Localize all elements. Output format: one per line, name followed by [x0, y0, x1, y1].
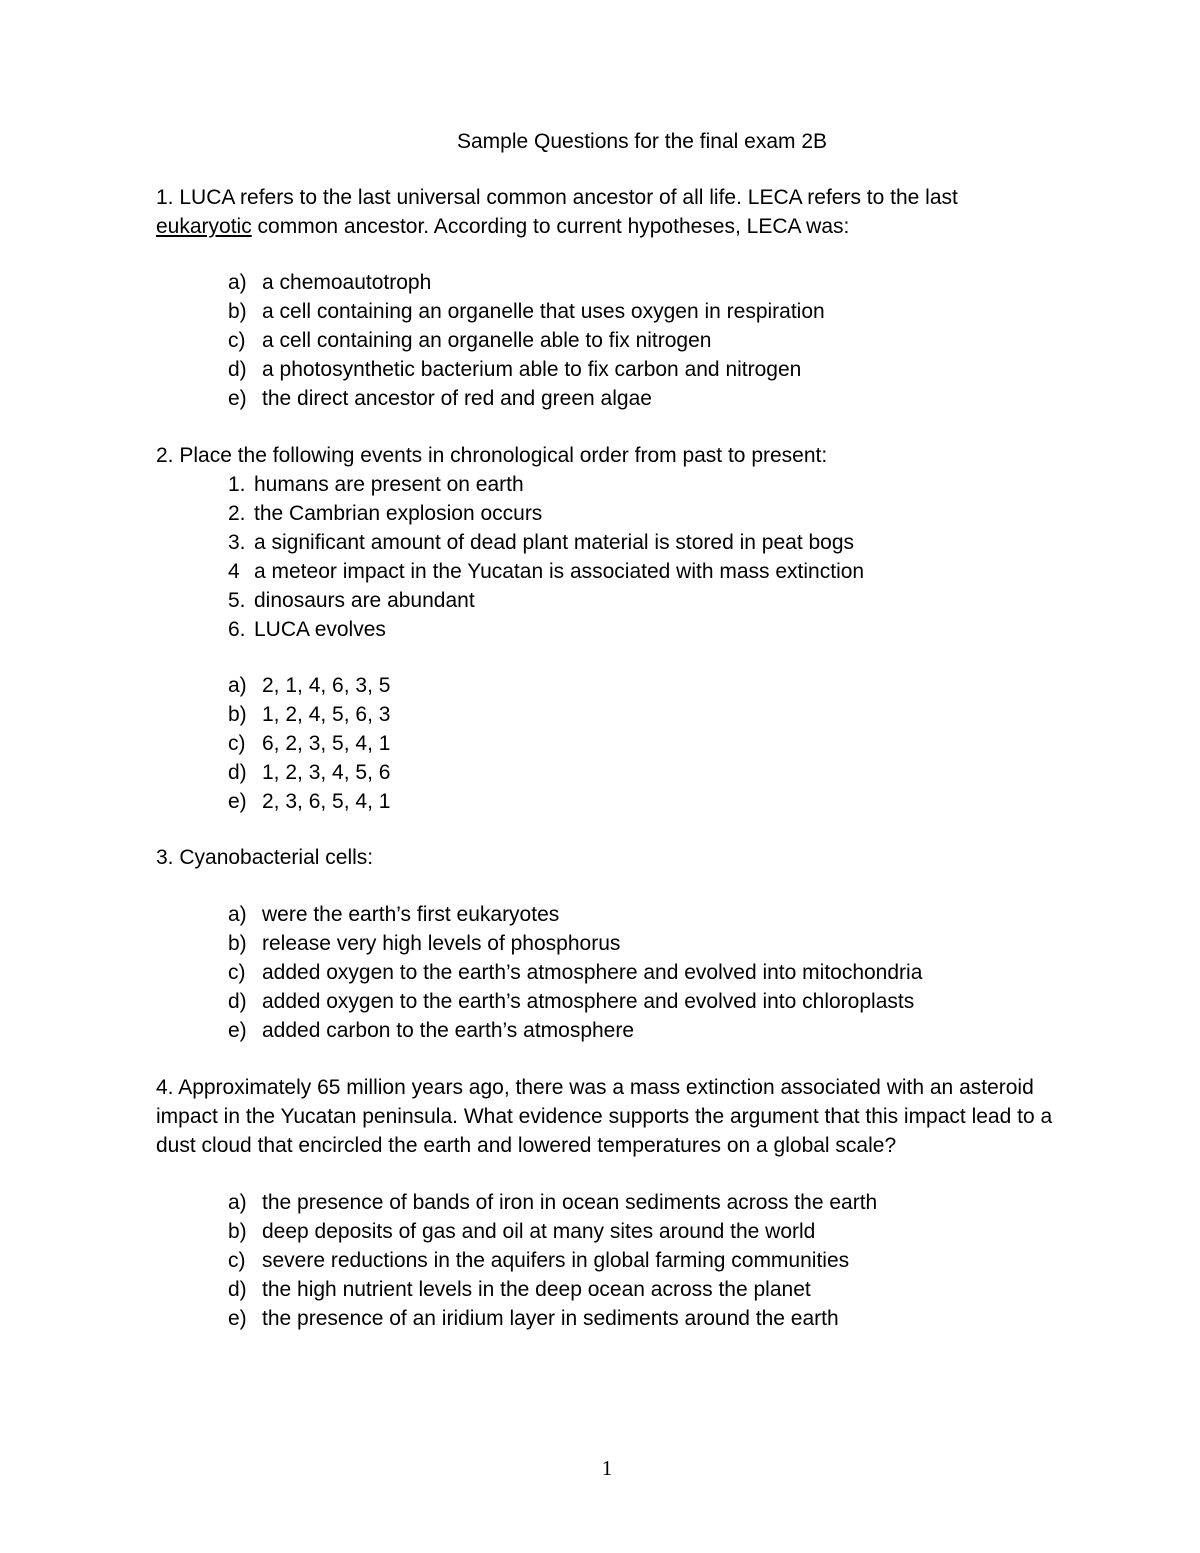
- question-4: [156, 1073, 1116, 1333]
- option-letter: b): [228, 703, 247, 726]
- underlined-term: eukaryotic: [156, 215, 252, 238]
- option-letter: c): [228, 961, 246, 984]
- event-list: [228, 470, 1116, 644]
- event-text: dinosaurs are abundant: [254, 589, 475, 612]
- question-stem: [156, 1073, 1116, 1160]
- option-text: a cell containing an organelle that uses oxygen in respiration: [262, 300, 825, 323]
- page-number: 1: [601, 1456, 613, 1480]
- answer-option-c[interactable]: [228, 326, 1116, 355]
- stem-line: 3. Cyanobacterial cells:: [156, 846, 374, 869]
- option-text: 1, 2, 3, 4, 5, 6: [262, 761, 391, 784]
- option-letter: e): [228, 790, 247, 813]
- answer-option-b[interactable]: [228, 297, 1116, 326]
- option-letter: a): [228, 674, 247, 697]
- event-item: [228, 586, 1116, 615]
- answer-options: [228, 900, 1116, 1045]
- stem-line: [156, 212, 1116, 241]
- option-text: 2, 3, 6, 5, 4, 1: [262, 790, 391, 813]
- answer-option-d[interactable]: [228, 1275, 1116, 1304]
- event-text: the Cambrian explosion occurs: [254, 502, 543, 525]
- option-text: 1, 2, 4, 5, 6, 3: [262, 703, 391, 726]
- event-number: 2.: [228, 502, 246, 525]
- answer-option-b[interactable]: [228, 929, 1116, 958]
- answer-option-b[interactable]: [228, 1217, 1116, 1246]
- option-text: release very high levels of phosphorus: [262, 932, 621, 955]
- event-item: [228, 557, 1116, 586]
- question-2: [156, 441, 1116, 816]
- option-text: a chemoautotroph: [262, 271, 432, 294]
- option-letter: d): [228, 761, 247, 784]
- event-text: a meteor impact in the Yucatan is associated with mass extinction: [254, 560, 865, 583]
- event-number: 1.: [228, 473, 246, 496]
- option-text: added oxygen to the earth’s atmosphere and evolved into chloroplasts: [262, 990, 915, 1013]
- option-text: 2, 1, 4, 6, 3, 5: [262, 674, 391, 697]
- question-3: [156, 843, 1116, 1045]
- answer-option-d[interactable]: [228, 758, 1116, 787]
- event-text: LUCA evolves: [254, 618, 386, 641]
- question-stem: [156, 441, 1116, 470]
- answer-option-b[interactable]: [228, 700, 1116, 729]
- stem-line: 2. Place the following events in chronological order from past to present:: [156, 444, 828, 467]
- option-text: were the earth’s first eukaryotes: [262, 903, 560, 926]
- stem-text: 1. LUCA refers to the last universal common ancestor of all life. LECA refers to the last: [156, 186, 958, 209]
- event-number: 6.: [228, 618, 246, 641]
- option-text: severe reductions in the aquifers in global farming communities: [262, 1249, 850, 1272]
- option-text: deep deposits of gas and oil at many sites around the world: [262, 1220, 816, 1243]
- answer-option-a[interactable]: [228, 268, 1116, 297]
- option-letter: a): [228, 903, 247, 926]
- event-item: [228, 499, 1116, 528]
- event-number: 4: [228, 560, 240, 583]
- answer-option-a[interactable]: [228, 1188, 1116, 1217]
- event-number: 3.: [228, 531, 246, 554]
- option-text: the presence of bands of iron in ocean sediments across the earth: [262, 1191, 878, 1214]
- event-number: 5.: [228, 589, 246, 612]
- answer-option-d[interactable]: [228, 987, 1116, 1016]
- question-1: [156, 183, 1116, 413]
- event-item: [228, 528, 1116, 557]
- answer-option-a[interactable]: [228, 671, 1116, 700]
- answer-option-d[interactable]: [228, 355, 1116, 384]
- option-letter: b): [228, 932, 247, 955]
- option-letter: e): [228, 1307, 247, 1330]
- option-letter: b): [228, 1220, 247, 1243]
- stem-line: 4. Approximately 65 million years ago, there was a mass extinction associated with an asteroid: [156, 1076, 1034, 1099]
- option-letter: a): [228, 1191, 247, 1214]
- stem-text: common ancestor. According to current hypotheses, LECA was:: [251, 215, 850, 238]
- option-letter: d): [228, 990, 247, 1013]
- option-letter: c): [228, 732, 246, 755]
- option-letter: b): [228, 300, 247, 323]
- option-text: the direct ancestor of red and green algae: [262, 387, 652, 410]
- answer-option-c[interactable]: [228, 958, 1116, 987]
- option-text: 6, 2, 3, 5, 4, 1: [262, 732, 391, 755]
- option-letter: c): [228, 329, 246, 352]
- answer-options: [228, 268, 1116, 413]
- stem-line: [156, 183, 1116, 212]
- event-text: a significant amount of dead plant material is stored in peat bogs: [254, 531, 855, 554]
- event-item: [228, 470, 1116, 499]
- answer-option-c[interactable]: [228, 1246, 1116, 1275]
- answer-option-c[interactable]: [228, 729, 1116, 758]
- option-text: a cell containing an organelle able to fix nitrogen: [262, 329, 712, 352]
- answer-option-a[interactable]: [228, 900, 1116, 929]
- question-stem: [156, 843, 1116, 872]
- answer-options: [228, 671, 1116, 816]
- answer-options: [228, 1188, 1116, 1333]
- option-letter: d): [228, 358, 247, 381]
- option-letter: d): [228, 1278, 247, 1301]
- answer-option-e[interactable]: [228, 1016, 1116, 1045]
- option-letter: a): [228, 271, 247, 294]
- option-text: a photosynthetic bacterium able to fix carbon and nitrogen: [262, 358, 802, 381]
- answer-option-e[interactable]: [228, 1304, 1116, 1333]
- event-text: humans are present on earth: [254, 473, 524, 496]
- question-stem: [156, 183, 1116, 241]
- answer-option-e[interactable]: [228, 787, 1116, 816]
- stem-line: impact in the Yucatan peninsula. What evidence supports the argument that this impact lead to a: [156, 1105, 1053, 1128]
- option-text: the presence of an iridium layer in sediments around the earth: [262, 1307, 839, 1330]
- option-text: the high nutrient levels in the deep ocean across the planet: [262, 1278, 811, 1301]
- event-item: [228, 615, 1116, 644]
- option-letter: e): [228, 387, 247, 410]
- answer-option-e[interactable]: [228, 384, 1116, 413]
- option-text: added carbon to the earth’s atmosphere: [262, 1019, 635, 1042]
- option-letter: c): [228, 1249, 246, 1272]
- option-text: added oxygen to the earth’s atmosphere and evolved into mitochondria: [262, 961, 923, 984]
- option-letter: e): [228, 1019, 247, 1042]
- stem-line: dust cloud that encircled the earth and lowered temperatures on a global scale?: [156, 1134, 897, 1157]
- document-title: Sample Questions for the final exam 2B: [456, 130, 828, 153]
